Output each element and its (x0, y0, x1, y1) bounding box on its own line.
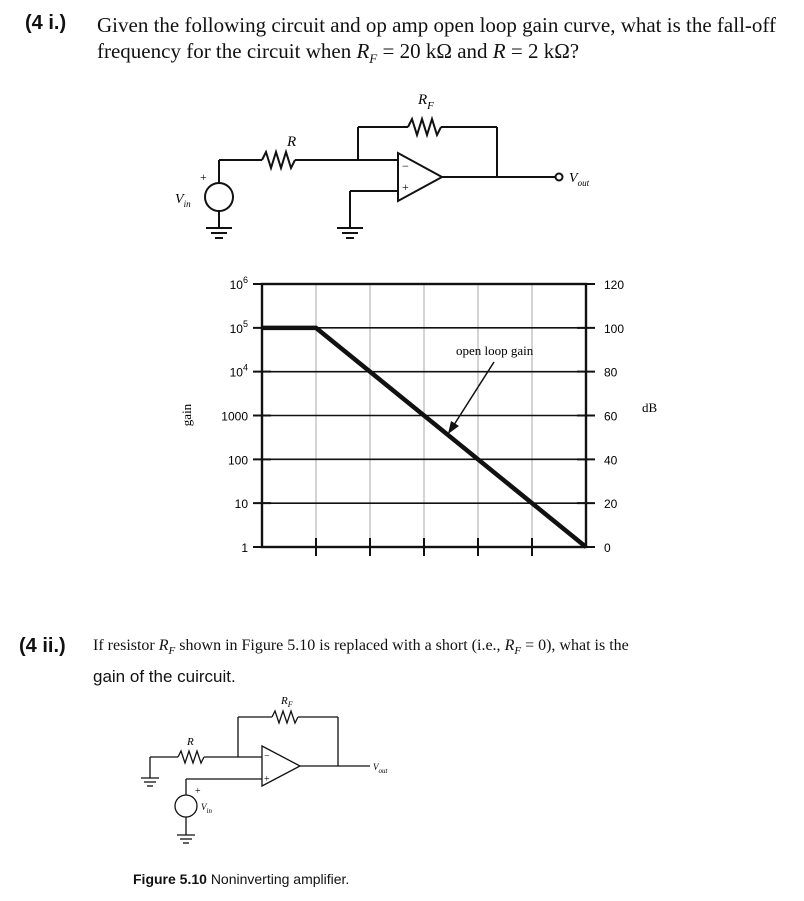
rf-label: $R_F$ (418, 92, 434, 112)
y-right-tick-label: 40 (604, 453, 618, 468)
q2-text-fragment: = 0), what is the (521, 637, 629, 654)
vout-label: $V_{out}$ (569, 171, 590, 188)
y-left-tick-label: $10^5$ (229, 318, 248, 336)
vin-label: $V_{in}$ (175, 192, 191, 209)
minus-sign: − (264, 751, 270, 762)
y-right-tick-label: 100 (604, 321, 625, 336)
rf-subscript: F (369, 51, 378, 67)
r-label: R (187, 736, 194, 748)
y-left-tick-label: $10^4$ (229, 362, 248, 380)
vin-label: $V_{in}$ (201, 802, 212, 815)
y-right-tick-label: 80 (604, 365, 618, 380)
y-left-axis-label: gain (179, 403, 194, 427)
resistor-rf-icon (272, 711, 298, 723)
q1-text-fragment: frequency for the circuit when (97, 39, 357, 63)
y-right-tick-label: 0 (604, 541, 611, 555)
minus-sign: − (402, 159, 409, 173)
figure-caption (133, 871, 349, 887)
rf-symbol: R (504, 637, 515, 654)
figure-caption-text: Noninverting amplifier. (210, 871, 350, 887)
question-2-label: (4 ii.) (19, 635, 66, 657)
vout-label: $V_{out}$ (373, 762, 388, 775)
plus-sign: + (402, 180, 409, 194)
open-loop-gain-annotation: open loop gain (456, 343, 534, 358)
y-left-tick-label: 10 (234, 497, 248, 512)
y-left-tick-label: $10^6$ (229, 275, 248, 292)
q2-text-fragment: shown in Figure 5.10 is replaced with a short (i.e., (175, 637, 505, 654)
r-symbol: R (492, 39, 506, 63)
question-1-line-1: Given the following circuit and op amp open loop gain curve, what is the fall-off (97, 13, 777, 37)
rf-symbol: R (158, 637, 169, 654)
rf-value: = 20 kΩ and (377, 39, 493, 63)
plus-sign: + (264, 774, 270, 785)
q2-text-fragment: If resistor (93, 637, 159, 654)
rf-label: $R_F$ (281, 695, 293, 709)
y-right-tick-label: 20 (604, 497, 618, 512)
rf-symbol: R (356, 39, 370, 63)
vin-source-icon (175, 795, 197, 817)
y-left-tick-label: 100 (227, 453, 248, 468)
y-left-tick-label: 1 (241, 541, 248, 555)
y-right-tick-label: 60 (604, 409, 618, 424)
plus-sign: + (195, 786, 201, 797)
plus-sign: + (200, 170, 207, 184)
resistor-r-icon (178, 751, 204, 763)
rf-subscript: F (168, 645, 176, 658)
question-1-label: (4 i.) (25, 12, 67, 34)
question-2-line-2: gain of the cuircuit. (93, 667, 236, 687)
r-value: = 2 kΩ? (505, 39, 580, 63)
figure-number: Figure 5.10 (133, 871, 207, 887)
rf-subscript: F (514, 645, 522, 658)
y-right-tick-label: 120 (604, 278, 625, 292)
ground-icon (141, 778, 159, 786)
y-left-tick-label: 1000 (221, 409, 248, 424)
r-label: R (287, 134, 297, 150)
ground-icon (177, 835, 195, 843)
y-right-axis-label: dB (642, 400, 658, 415)
